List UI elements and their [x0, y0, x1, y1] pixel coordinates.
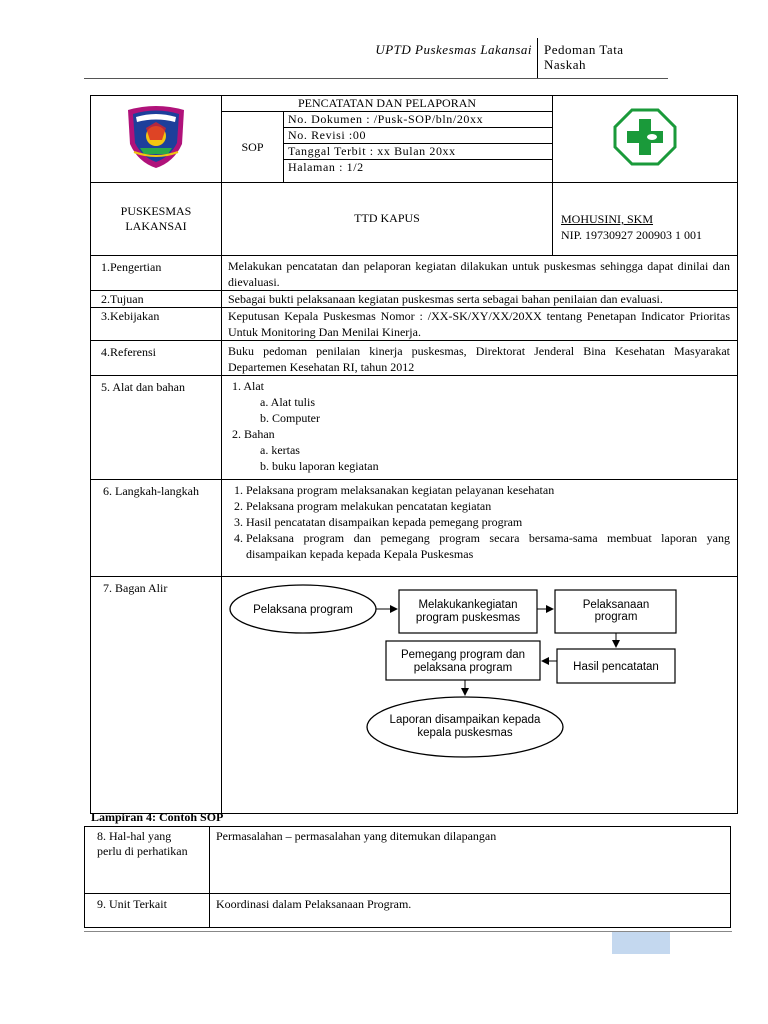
- langkah-label: 6. Langkah-langkah: [91, 480, 222, 577]
- header-doc-type-line1: Pedoman Tata: [544, 42, 624, 57]
- no-dokumen: No. Dokumen : /Pusk-SOP/bln/20xx: [284, 112, 553, 128]
- hal-text: Permasalahan – permasalahan yang ditemukan dilapangan: [210, 827, 731, 894]
- puskesmas-line1: PUSKESMAS: [120, 204, 192, 218]
- sop-table-continued: [84, 826, 731, 928]
- puskesmas-line2: LAKANSAI: [125, 219, 187, 233]
- flow-node-kegiatan-line1: Melakukankegiatan: [418, 599, 518, 611]
- flow-node-pelaksanaan-line1: Pelaksanaan: [582, 599, 650, 611]
- bahan-heading: 2. Bahan: [232, 427, 275, 441]
- flow-node-pemegang-line2: pelaksana program: [413, 662, 513, 674]
- referensi-text: Buku pedoman penilaian kinerja puskesmas, Direktorat Jenderal Bina Kesehatan Masyarakat Departemen Kesehatan RI, tahun 2012: [222, 341, 738, 376]
- signer-name: MOHUSINI, SKM: [561, 212, 654, 226]
- step-item: 3. Hasil pencatatan disampaikan kepada pemegang program: [246, 514, 730, 530]
- header-org: UPTD Puskesmas Lakansai: [375, 42, 532, 57]
- alat-item-b: b. Computer: [260, 411, 320, 425]
- header-divider: [84, 78, 668, 79]
- unit-text: Koordinasi dalam Pelaksanaan Program.: [210, 894, 731, 928]
- health-cross-icon: [612, 107, 678, 167]
- flow-node-pelaksanaan-line2: program: [594, 611, 638, 623]
- hal-label: 8. Hal-hal yang perlu di perhatikan: [85, 827, 210, 894]
- tujuan-label: 2.Tujuan: [91, 291, 222, 308]
- sop-info-cell: [222, 96, 553, 183]
- pengertian-text: Melakukan pencatatan dan pelaporan kegiatan dilakukan untuk puskesmas sehingga dapat dinilai dan dievaluasi.: [222, 256, 738, 291]
- health-logo-cell: [553, 96, 738, 183]
- regency-logo-cell: [91, 96, 222, 183]
- header-doc-type-line2: Naskah: [544, 57, 586, 72]
- halaman: Halaman : 1/2: [284, 160, 553, 183]
- bahan-item-a: a. kertas: [260, 443, 300, 457]
- step-item: 1. Pelaksana program melaksanakan kegiatan pelayanan kesehatan: [246, 482, 730, 498]
- bahan-item-b: b. buku laporan kegiatan: [260, 459, 379, 473]
- unit-label: 9. Unit Terkait: [85, 894, 210, 928]
- regency-shield-icon: [124, 104, 188, 170]
- steps-list: [228, 482, 730, 562]
- flow-node-hasil-text: Hasil pencatatan: [573, 661, 659, 673]
- flowchart-cell: [222, 577, 738, 814]
- step-item: 2. Pelaksana program melakukan pencatatan kegiatan: [246, 498, 730, 514]
- sop-title: PENCATATAN DAN PELAPORAN: [222, 96, 553, 112]
- flow-node-pemegang-line1: Pemegang program dan: [400, 649, 526, 661]
- referensi-label: 4.Referensi: [91, 341, 222, 376]
- flow-node-start-text: Pelaksana program: [253, 604, 353, 616]
- signer-nip: NIP. 19730927 200903 1 001: [561, 228, 703, 242]
- tujuan-text: Sebagai bukti pelaksanaan kegiatan puskesmas serta sebagai bahan penilaian dan evaluasi.: [222, 291, 738, 308]
- alat-heading: 1. Alat: [232, 379, 264, 393]
- step-item: 4. Pelaksana program dan pemegang program secara bersama-sama membuat laporan yang disampaikan kepada kepada Kepala Puskesmas: [246, 530, 730, 562]
- alat-content: [222, 376, 738, 480]
- puskesmas-cell: [91, 183, 222, 256]
- alat-item-a: a. Alat tulis: [260, 395, 315, 409]
- flowchart: [222, 577, 736, 813]
- signer-cell: [553, 183, 738, 256]
- tanggal-terbit: Tanggal Terbit : xx Bulan 20xx: [284, 144, 553, 160]
- flow-node-end-line2: kepala puskesmas: [417, 727, 513, 739]
- header-doc-type: [544, 42, 684, 72]
- bagan-label: 7. Bagan Alir: [91, 577, 222, 814]
- langkah-content: [222, 480, 738, 577]
- no-revisi: No. Revisi :00: [284, 128, 553, 144]
- ttd-kapus: TTD KAPUS: [222, 183, 553, 256]
- flow-node-kegiatan-line2: program puskesmas: [415, 612, 521, 624]
- pengertian-label: 1.Pengertian: [91, 256, 222, 291]
- alat-label: 5. Alat dan bahan: [91, 376, 222, 480]
- sop-table: [90, 95, 738, 814]
- kebijakan-text: Keputusan Kepala Puskesmas Nomor : /XX-SK/XY/XX/20XX tentang Penetapan Indicator Prioritas Untuk Monitoring Dan Menilai Kinerja.: [222, 308, 738, 341]
- footer-highlight-box: [612, 932, 670, 954]
- sop-label: SOP: [222, 112, 284, 183]
- header-separator: [537, 38, 538, 78]
- flow-node-end-line1: Laporan disampaikan kepada: [389, 714, 541, 726]
- lampiran-caption: Lampiran 4: Contoh SOP: [91, 810, 224, 824]
- kebijakan-label: 3.Kebijakan: [91, 308, 222, 341]
